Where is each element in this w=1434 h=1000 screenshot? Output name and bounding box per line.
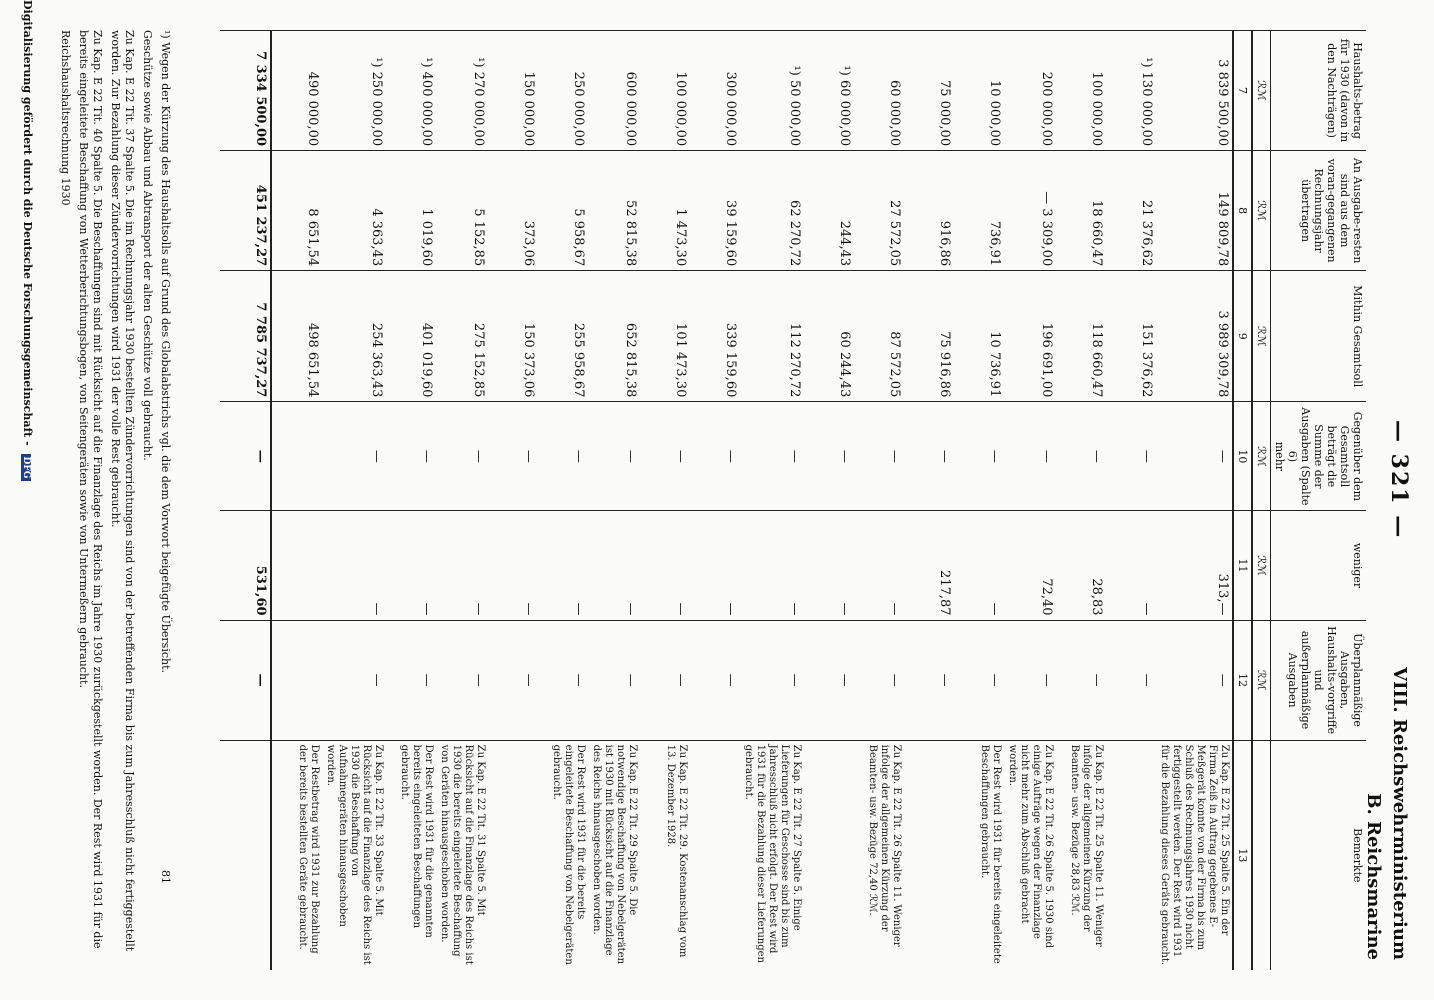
row-cell-c11: — [322, 511, 386, 620]
row-cell-rem: Der Restbetrag wird 1931 zur Bezahlung der bereits bestellten Geräte gebraucht. [271, 740, 322, 970]
row-cell-c9: 75 916,86 [904, 271, 954, 402]
row-cell-c12: — [640, 620, 690, 740]
row-cell-c9: 255 958,67 [538, 271, 588, 402]
column-number: 9 [1233, 271, 1252, 402]
row-cell-c9: 87 572,05 [854, 271, 904, 402]
col7-header: Haushalts-betrag für 1930 (davon in den Nachträgen) [1271, 31, 1367, 151]
row-cell-c11: 217,87 [904, 511, 954, 620]
row-cell-c9: 118 660,47 [1056, 271, 1106, 402]
total-col12: — [220, 620, 271, 740]
row-cell-c7: 60 000,00 [854, 31, 904, 151]
row-cell-c9: 652 815,38 [588, 271, 640, 402]
unit-cell [1252, 740, 1271, 970]
column-number: 10 [1233, 402, 1252, 511]
row-cell-c12: — [804, 620, 854, 740]
table-row [1106, 31, 1156, 971]
row-cell-c7: ¹) 400 000,00 [386, 31, 436, 151]
row-cell-c9: 196 691,00 [1004, 271, 1056, 402]
row-cell-c9: 101 473,30 [640, 271, 690, 402]
row-cell-c7: 600 000,00 [588, 31, 640, 151]
row-cell-c12: — [436, 620, 488, 740]
row-cell-c7: ¹) 50 000,00 [740, 31, 804, 151]
column-number: 12 [1233, 620, 1252, 740]
row-cell-rem: Der Rest wird 1931 für bereits eingeleitete Beschaffungen gebraucht. [954, 740, 1004, 970]
row-cell-c10: — [854, 402, 904, 511]
col13-header: Bemerkte [1271, 740, 1367, 970]
row-cell-c8: 62 270,72 [740, 151, 804, 271]
row-cell-rem [904, 740, 954, 970]
row-cell-c10: — [588, 402, 640, 511]
dfg-logo: DFG [21, 454, 31, 482]
table-row [488, 31, 538, 971]
total-col13 [220, 740, 271, 970]
row-cell-c7: 100 000,00 [640, 31, 690, 151]
page-number: — 321 — [1386, 420, 1412, 540]
row-cell-rem: Der Rest wird 1931 für die genannten bereits eingeleiteten Beschaffungen gebraucht. [386, 740, 436, 970]
row-cell-c9: 275 152,85 [436, 271, 488, 402]
table-row [1156, 31, 1233, 971]
digitization-text: Digitalisierung gefördert durch die Deutsche Forschungsgemeinschaft - [21, 0, 34, 446]
row-cell-c7: 75 000,00 [904, 31, 954, 151]
row-cell-c9: 150 373,06 [488, 271, 538, 402]
row-cell-c10: — [386, 402, 436, 511]
unit-row [1252, 31, 1271, 971]
row-cell-c10 [271, 402, 322, 511]
row-cell-c9: 254 363,43 [322, 271, 386, 402]
row-cell-c7: ¹) 270 000,00 [436, 31, 488, 151]
row-cell-c12: — [904, 620, 954, 740]
row-cell-c11: — [690, 511, 740, 620]
chapter-subtitle: B. Reichsmarine [1363, 793, 1384, 960]
total-col8: 451 237,27 [220, 151, 271, 271]
row-cell-c8: 4 363,43 [322, 151, 386, 271]
table-row [904, 31, 954, 971]
row-cell-c7: 10 000,00 [954, 31, 1004, 151]
row-cell-c10: — [1156, 402, 1233, 511]
table-row [954, 31, 1004, 971]
row-cell-rem: Zu Kap. E 22 Tit. 33 Spalte 5. Mit Rücksicht auf die Finanzlage des Reichs ist 1930 die Beschaffung von Aufnahmegeräten hinausgeschoben worden. [322, 740, 386, 970]
row-cell-c9: 60 244,43 [804, 271, 854, 402]
row-cell-c8: 916,86 [904, 151, 954, 271]
total-col10: — [220, 402, 271, 511]
unit-cell: ℛℳ [1252, 511, 1271, 620]
row-cell-c9: 10 736,91 [954, 271, 1004, 402]
row-cell-c8: 27 572,05 [854, 151, 904, 271]
row-cell-c12: — [386, 620, 436, 740]
header-row [1271, 31, 1367, 971]
table-row [386, 31, 436, 971]
row-cell-c8: 736,91 [954, 151, 1004, 271]
row-cell-c8: — 3 309,00 [1004, 151, 1056, 271]
row-cell-rem [804, 740, 854, 970]
row-cell-rem [488, 740, 538, 970]
row-cell-c10: — [1106, 402, 1156, 511]
table-row [1056, 31, 1106, 971]
table-row [436, 31, 488, 971]
row-cell-c12 [271, 620, 322, 740]
row-cell-c8: 52 815,38 [588, 151, 640, 271]
row-cell-c7: ¹) 60 000,00 [804, 31, 854, 151]
row-cell-c10: — [322, 402, 386, 511]
table-row [588, 31, 640, 971]
row-cell-c12: — [1004, 620, 1056, 740]
row-cell-rem: Zu Kap. E 22 Tit. 25 Spalte 5. Ein der Firma Zeiß in Auftrag gegebenes E-Meßgerät konnte von der Firma bis zum Schluß des Rechnungsjahres 1930 nicht fertiggestellt werden. Der Rest wird 1931 für die Bezahlung dieses Geräts gebraucht. [1156, 740, 1233, 970]
row-cell-rem: Zu Kap. E 22 Tit. 29. Kostenanschlag vom 13. Dezember 1928. [640, 740, 690, 970]
col10-header [1271, 402, 1367, 511]
col12-header: Überplanmäßige Ausgaben, Haushalts-vorgriffe und außerplanmäßige Ausgaben [1271, 620, 1367, 740]
row-cell-c7: ¹) 250 000,00 [322, 31, 386, 151]
row-cell-c12: — [690, 620, 740, 740]
unit-cell: ℛℳ [1252, 31, 1271, 151]
row-cell-c10: — [538, 402, 588, 511]
row-cell-c10: — [488, 402, 538, 511]
row-cell-c11: 28,83 [1056, 511, 1106, 620]
row-cell-c11: — [1106, 511, 1156, 620]
row-cell-c10: — [640, 402, 690, 511]
row-cell-c8: 373,06 [488, 151, 538, 271]
row-cell-rem [690, 740, 740, 970]
row-cell-c12: — [740, 620, 804, 740]
col10-11-group-header: Gegenüber dem Gesamtsoll beträgt die Summe der Ausgaben (Spalte 6) [1286, 407, 1364, 506]
row-cell-c7: 200 000,00 [1004, 31, 1056, 151]
row-cell-c8: 8 651,54 [271, 151, 322, 271]
row-cell-c8: 149 809,78 [1156, 151, 1233, 271]
row-cell-rem: Zu Kap. E 22 Tit. 26 Spalte 11. Weniger infolge der allgemeinen Kürzung der Beamten- usw. Bezüge 72,40 ℛℳ. [854, 740, 904, 970]
total-col11: 531,60 [220, 511, 271, 620]
row-cell-c11: — [804, 511, 854, 620]
row-cell-c8: 244,43 [804, 151, 854, 271]
row-cell-c12: — [854, 620, 904, 740]
row-cell-rem: Zu Kap. E 22 Tit. 31 Spalte 5. Mit Rücksicht auf die Finanzlage des Reichs ist 1930 die bereits eingeleitete Beschaffung von Geräten hinausgeschoben worden. [436, 740, 488, 970]
signature: Reichshaushaltsrechnung 1930 [59, 30, 72, 206]
table-row [1004, 31, 1056, 971]
unit-cell: ℛℳ [1252, 151, 1271, 271]
row-cell-c11: — [740, 511, 804, 620]
row-cell-c10: — [690, 402, 740, 511]
footer-page-number: 81 [159, 870, 172, 884]
row-cell-c8: 18 660,47 [1056, 151, 1106, 271]
table-row [690, 31, 740, 971]
row-cell-c8: 1 019,60 [386, 151, 436, 271]
col10-label: mehr [1273, 441, 1286, 472]
total-col9: 7 785 737,27 [220, 271, 271, 402]
column-number-row [1233, 31, 1252, 971]
row-cell-c12: — [1056, 620, 1106, 740]
row-cell-c11: 72,40 [1004, 511, 1056, 620]
row-cell-c12: — [538, 620, 588, 740]
unit-cell: ℛℳ [1252, 620, 1271, 740]
table-row [271, 31, 322, 971]
col8-header: An Ausgabe-resten sind aus dem voran-gegangenen Rechnungsjahr übertragen [1271, 151, 1367, 271]
row-cell-c10: — [1056, 402, 1106, 511]
footnote: ¹) Wegen der Kürzung des Haushaltsolls auf Grund des Globalabstrichs vgl. die dem Vorwort beigefügte Übersicht. [159, 30, 172, 673]
row-cell-c10: — [1004, 402, 1056, 511]
table-row [322, 31, 386, 971]
row-cell-c9: 151 376,62 [1106, 271, 1156, 402]
row-cell-c8: 21 376,62 [1106, 151, 1156, 271]
column-number: 13 [1233, 740, 1252, 970]
row-cell-rem: Zu Kap. E 22 Tit. 29 Spalte 5. Die notwendige Beschaffung von Nebelgeräten ist 1930 mit Rücksicht auf die Finanzlage des Reichs hinausgeschoben worden. [588, 740, 640, 970]
row-cell-c12: — [1106, 620, 1156, 740]
row-cell-c9: 339 159,60 [690, 271, 740, 402]
row-cell-rem: Zu Kap. E 22 Tit. 25 Spalte 11. Weniger infolge der allgemeinen Kürzung der Beamten- usw. Bezüge 28,83 ℛℳ. [1056, 740, 1106, 970]
row-cell-c11: — [488, 511, 538, 620]
column-number: 11 [1233, 511, 1252, 620]
col11-header: weniger [1271, 511, 1367, 620]
row-cell-rem: Der Rest wird 1931 für die bereits eingeleitete Beschaffung von Nebelgeräten gebraucht. [538, 740, 588, 970]
row-cell-c9: 3 989 309,78 [1156, 271, 1233, 402]
row-cell-c9: 112 270,72 [740, 271, 804, 402]
row-cell-c7: 250 000,00 [538, 31, 588, 151]
row-cell-rem: Zu Kap. E 22 Tit. 27 Spalte 5. Einige Lieferungen für Geschosse sind bis zum Jahresschluß nicht erfolgt. Der Rest wird 1931 für die Bezahlung dieser Lieferungen gebraucht. [740, 740, 804, 970]
row-cell-c8: 1 473,30 [640, 151, 690, 271]
row-cell-c8: 39 159,60 [690, 151, 740, 271]
row-cell-rem: Zu Kap. E 22 Tit. 26 Spalte 5. 1930 sind einige Aufträge wegen der Finanzlage nicht mehr zum Abschluß gebracht worden. [1004, 740, 1056, 970]
row-cell-c11: — [954, 511, 1004, 620]
digitization-caption [21, 0, 34, 481]
column-number: 7 [1233, 31, 1252, 151]
foot-note-a: Geschütze sowie Abbau und Abtransport der alten Geschütze voll gebraucht. [141, 30, 154, 461]
chapter-title: VIII. Reichswehrministerium [1389, 667, 1410, 960]
row-cell-c7: 100 000,00 [1056, 31, 1106, 151]
table-row [804, 31, 854, 971]
row-cell-c11: 313,— [1156, 511, 1233, 620]
table-row [854, 31, 904, 971]
row-cell-c7: 3 839 500,00 [1156, 31, 1233, 151]
total-col7: 7 334 500,00 [220, 31, 271, 151]
table-body [271, 31, 1233, 971]
row-cell-c11: — [640, 511, 690, 620]
row-cell-c11: — [538, 511, 588, 620]
budget-table [220, 30, 1366, 970]
row-cell-c10: — [954, 402, 1004, 511]
row-cell-c11: — [588, 511, 640, 620]
row-cell-c11 [271, 511, 322, 620]
row-cell-c9: 498 651,54 [271, 271, 322, 402]
row-cell-c11: — [854, 511, 904, 620]
foot-note-c: Zu Kap. E 22 Tit. 40 Spalte 5. Die Beschaffungen sind mit Rücksicht auf die Finanzlage des Reichs im Jahre 1930 zurückgestellt worden. Der Rest wird 1931 für die bereits eingeleitete Beschaffung von Wetterberichtungsbogen, von Seitengeräten sowie von Untermeßern gebraucht. [77, 30, 104, 949]
row-cell-c8: 5 152,85 [436, 151, 488, 271]
row-cell-c12: — [954, 620, 1004, 740]
row-cell-c12: — [322, 620, 386, 740]
unit-cell: ℛℳ [1252, 271, 1271, 402]
table-row [740, 31, 804, 971]
column-number: 8 [1233, 151, 1252, 271]
row-cell-c7: ¹) 130 000,00 [1106, 31, 1156, 151]
chapter-heading [1360, 667, 1412, 960]
row-cell-c10: — [740, 402, 804, 511]
row-cell-c10: — [436, 402, 488, 511]
row-cell-c11: — [436, 511, 488, 620]
table-row [538, 31, 588, 971]
row-cell-c9: 401 019,60 [386, 271, 436, 402]
unit-cell: ℛℳ [1252, 402, 1271, 511]
row-cell-c12: — [588, 620, 640, 740]
col9-header: Mithin Gesamtsoll [1271, 271, 1367, 402]
row-cell-c8: 5 958,67 [538, 151, 588, 271]
row-cell-c12: — [488, 620, 538, 740]
total-row [220, 31, 271, 971]
table-row [640, 31, 690, 971]
row-cell-c7: 300 000,00 [690, 31, 740, 151]
page-footer [54, 30, 172, 970]
row-cell-rem [1106, 740, 1156, 970]
foot-note-b: Zu Kap. E 22 Tit. 37 Spalte 5. Die im Rechnungsjahr 1930 bestellten Zündervorrichtungen sind von der betreffenden Firma bis zum Jahresschluß nicht fertiggestellt worden. Zur Bezahlung dieser Zündervorrichtungen wird 1931 der volle Rest gebraucht. [109, 30, 136, 952]
row-cell-c10: — [904, 402, 954, 511]
row-cell-c7: 490 000,00 [271, 31, 322, 151]
row-cell-c11: — [386, 511, 436, 620]
row-cell-c12: — [1156, 620, 1233, 740]
row-cell-c7: 150 000,00 [488, 31, 538, 151]
row-cell-c10: — [804, 402, 854, 511]
